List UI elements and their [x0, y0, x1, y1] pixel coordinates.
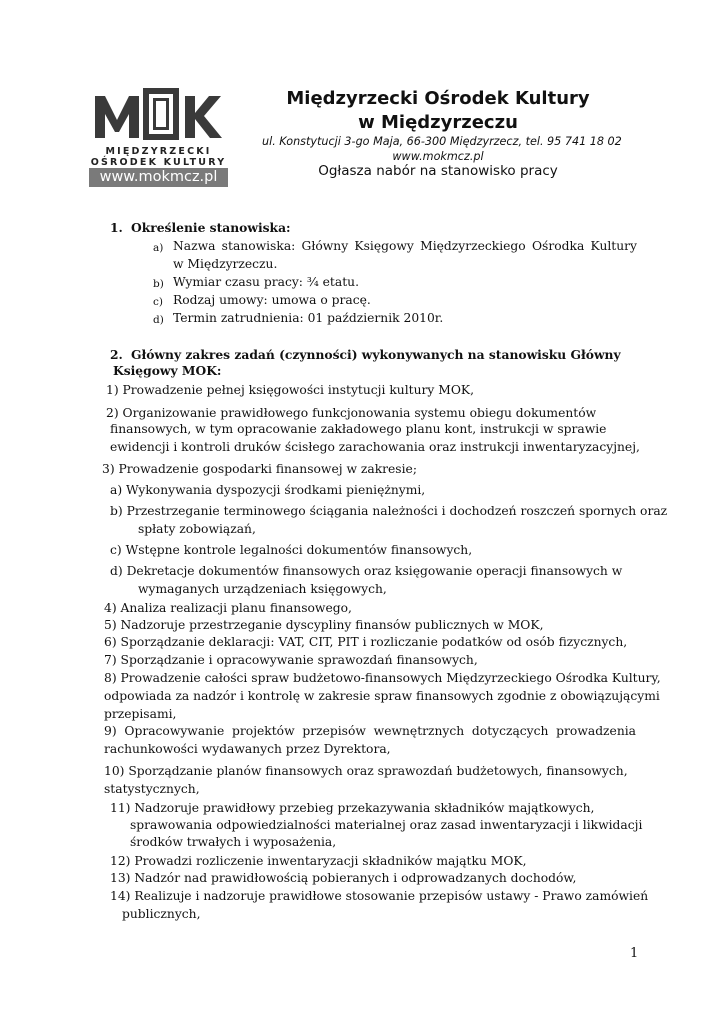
logo-line-1: MIĘDZYRZECKI — [105, 146, 212, 157]
section2-heading-cont: Księgowy MOK: — [113, 363, 222, 378]
duty-line: finansowych, w tym opracowanie zakładowego planu kont, instrukcji w sprawie — [110, 422, 607, 436]
section2-number: 2. — [110, 347, 123, 362]
duty-line: 4) Analiza realizacji planu finansowego, — [104, 601, 352, 615]
duty-line: 12) Prowadzi rozliczenie inwentaryzacji składników majątku MOK, — [110, 854, 527, 868]
duty-line: sprawowania odpowiedzialności materialnej oraz zasad inwentaryzacji i likwidacji — [130, 818, 643, 832]
duty-line: c) Wstępne kontrole legalności dokumentów finansowych, — [110, 543, 473, 557]
duty-line: 6) Sporządzanie deklaracji: VAT, CIT, PIT i rozliczanie podatków od osób fizycznych, — [104, 635, 628, 649]
duty-line: 7) Sporządzanie i opracowywanie sprawozdań finansowych, — [104, 653, 478, 667]
organization-location: w Międzyrzeczu — [358, 112, 518, 133]
logo-mok-graphic — [91, 86, 227, 144]
duty-line: 1) Prowadzenie pełnej księgowości instytucji kultury MOK, — [106, 383, 474, 397]
duty-line: 3) Prowadzenie gospodarki finansowej w zakresie; — [102, 462, 417, 476]
duty-line: środków trwałych i wyposażenia, — [130, 835, 337, 849]
section1-item-marker: a) — [153, 242, 164, 254]
duty-line: odpowiada za nadzór i kontrolę w zakresie spraw finansowych zgodnie z obowiązującymi — [104, 689, 660, 703]
duty-line: 11) Nadzoruje prawidłowy przebieg przekazywania składników majątkowych, — [110, 801, 595, 815]
organization-title: Międzyrzecki Ośrodek Kultury — [286, 88, 590, 109]
section1-number: 1. — [110, 220, 123, 235]
duty-line: 13) Nadzór nad prawidłowością pobieranych i odprowadzanych dochodów, — [110, 871, 577, 885]
duty-line: 2) Organizowanie prawidłowego funkcjonowania systemu obiegu dokumentów — [106, 406, 597, 420]
duty-line: b) Przestrzeganie terminowego ściągania należności i dochodzeń roszczeń spornych oraz — [110, 504, 668, 518]
logo-url: www.mokmcz.pl — [89, 168, 228, 187]
duty-line: 9) Opracowywanie projektów przepisów wewnętrznych dotyczących prowadzenia — [104, 724, 636, 738]
duty-line: 14) Realizuje i nadzoruje prawidłowe stosowanie przepisów ustawy - Prawo zamówień — [110, 889, 649, 903]
section1-item-text: Rodzaj umowy: umowa o pracę. — [173, 293, 371, 307]
duty-line: 10) Sporządzanie planów finansowych oraz sprawozdań budżetowych, finansowych, — [104, 764, 628, 778]
section1-item-text: Wymiar czasu pracy: ¾ etatu. — [173, 275, 359, 289]
section2-heading: Główny zakres zadań (czynności) wykonywanych na stanowisku Główny — [131, 347, 621, 362]
duty-line: statystycznych, — [104, 782, 200, 796]
duty-line: rachunkowości wydawanych przez Dyrektora, — [104, 742, 391, 756]
duty-line: 5) Nadzoruje przestrzeganie dyscypliny finansów publicznych w MOK, — [104, 618, 544, 632]
section1-item-text: Termin zatrudnienia: 01 październik 2010r. — [173, 311, 444, 325]
section1-item-marker: d) — [153, 314, 164, 326]
duty-line: spłaty zobowiązań, — [138, 522, 256, 536]
logo — [87, 86, 230, 189]
organization-address: ul. Konstytucji 3-go Maja, 66-300 Międzyrzecz, tel. 95 741 18 02 — [262, 135, 622, 148]
section1-item-cont: w Międzyrzeczu. — [173, 257, 278, 271]
duty-line: 8) Prowadzenie całości spraw budżetowo-finansowych Międzyrzeckiego Ośrodka Kultury, — [104, 671, 661, 685]
section1-item-text: Nazwa stanowiska: Główny Księgowy Międzyrzeckiego Ośrodka Kultury — [173, 239, 637, 253]
announcement: Ogłasza nabór na stanowisko pracy — [318, 163, 558, 179]
section1-heading: Określenie stanowiska: — [131, 220, 291, 235]
duty-line: przepisami, — [104, 707, 177, 721]
logo-line-2: OŚRODEK KULTURY — [90, 157, 227, 168]
page-number: 1 — [630, 946, 639, 961]
duty-line: publicznych, — [122, 907, 201, 921]
section1-item-marker: b) — [153, 278, 164, 290]
duty-line: d) Dekretacje dokumentów finansowych oraz księgowanie operacji finansowych w — [110, 564, 623, 578]
section1-item-marker: c) — [153, 296, 163, 308]
organization-website[interactable]: www.mokmcz.pl — [392, 150, 484, 163]
duty-line: wymaganych urządzeniach księgowych, — [138, 582, 387, 596]
duty-line: ewidencji i kontroli druków ścisłego zarachowania oraz instrukcji inwentaryzacyjnej, — [110, 440, 640, 454]
duty-line: a) Wykonywania dyspozycji środkami pieniężnymi, — [110, 483, 426, 497]
